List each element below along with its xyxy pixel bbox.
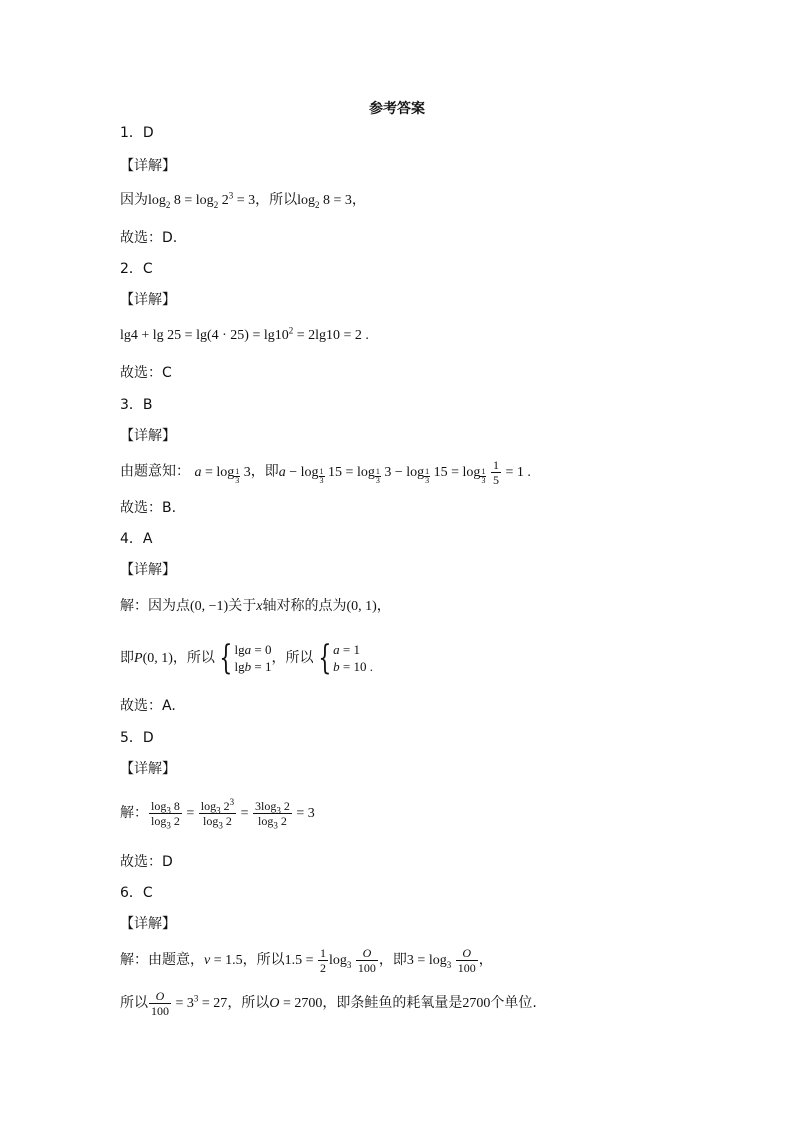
- q1-formula-2: $\log_2 8 = 3$: [297, 193, 352, 210]
- q5-number: 5．D: [120, 730, 154, 746]
- q3-formula-1: a = log $\frac{1}{3}$ 3: [194, 464, 251, 485]
- q4-brace-2: {: [317, 638, 331, 678]
- q4-detail-label: 【详解】: [120, 562, 176, 578]
- q5-solution: 解： $\frac{\log_3 8}{\log_3 2}$ = $\frac{\log_3 2^3}{\log_3 2}$ = $\frac{3\log_3 2}{\log_3 2}$ = 3: [120, 796, 315, 830]
- page-title: 参考答案: [369, 101, 425, 117]
- q4-point-2: (0, 1): [346, 599, 377, 614]
- q3-number: 3．B: [120, 397, 153, 413]
- q5-frac-3: $\frac{3\log_3 2}{\log_3 2}$: [255, 798, 290, 830]
- q6-line1-pre: 解：由题意，: [120, 952, 204, 968]
- q3-solution: [120, 458, 531, 487]
- q6-line-1: [120, 940, 493, 981]
- q1-choice: 故选：D.: [120, 230, 178, 246]
- q4-line-2: [120, 638, 373, 679]
- q1-detail-label: 【详解】: [120, 158, 176, 174]
- q2-detail-label: 【详解】: [120, 292, 176, 308]
- q5-detail-label: 【详解】: [120, 761, 176, 777]
- q4-choice: 故选：A.: [120, 698, 176, 714]
- q4-point-1: (0, −1): [190, 599, 229, 614]
- q6-line2-end: ，即条鲑鱼的耗氧量是: [322, 995, 463, 1011]
- q6-detail-label: 【详解】: [120, 916, 176, 932]
- q6-line1-mid: ，所以: [242, 952, 285, 968]
- q3-text-mid: ，即: [250, 463, 279, 480]
- q1-text-pre: 因为: [120, 192, 148, 208]
- q4-number: 4．A: [120, 531, 153, 547]
- q1-text-end: ，: [351, 192, 366, 208]
- q6-speed: v = 1.5: [204, 953, 243, 968]
- q5-text-pre: 解：: [120, 805, 148, 821]
- q1-text-mid: ，所以: [255, 192, 298, 208]
- q4-system-1: lga = 0 lgb = 1: [234, 642, 272, 674]
- q6-formula-2: $3 = \log_3$ $\frac{O}{100}$: [406, 946, 476, 976]
- q2-choice: 故选：C: [120, 365, 172, 381]
- q4-point-p: P(0, 1): [134, 651, 173, 666]
- q4-line2-mid: ，所以: [172, 650, 215, 666]
- q4-line1-mid: 关于: [228, 598, 257, 614]
- q3-text-pre: 由题意知：: [120, 463, 190, 480]
- q5-frac-2: $\frac{\log_3 2^3}{\log_3 2}$: [200, 796, 235, 830]
- q6-line2-value: 2700: [462, 996, 491, 1011]
- q4-line1-pre: 解：因为点: [120, 598, 190, 614]
- q4-axis-x: x: [256, 599, 263, 614]
- q3-detail-label: 【详解】: [120, 428, 176, 444]
- q6-formula-3: $\frac{O}{100}$ = $3^3 = 27$: [151, 989, 228, 1019]
- q6-formula-4: O = 2700: [269, 996, 323, 1011]
- q6-line2-unit: 个单位.: [490, 995, 537, 1011]
- q4-line2-pre: 即: [120, 650, 134, 666]
- q1-formula-1: $\log_2 8 = \log_2 2^3 = 3$: [148, 190, 256, 210]
- q6-line1-end: ，: [478, 952, 493, 968]
- q6-formula-1: 1.5 = $\frac{1}{2}$ $\log_3$ $\frac{O}{100}$: [284, 946, 376, 976]
- q1-solution: [120, 191, 366, 210]
- q4-line1-axis: 轴对称的点为: [262, 598, 347, 614]
- q4-line2-mid2: ，所以: [271, 650, 314, 666]
- q6-number: 6．C: [120, 885, 153, 901]
- q2-formula: $\lg 4 + \lg 25 = \lg(4 \cdot 25) = \lg 10^2 = 2\lg 10 = 2$ .: [120, 325, 369, 343]
- q4-line-1: [120, 597, 391, 616]
- q2-number: 2．C: [120, 261, 153, 277]
- q4-brace-1: {: [219, 638, 233, 678]
- q6-line2-mid: ，所以: [227, 995, 270, 1011]
- q5-choice: 故选：D: [120, 854, 173, 870]
- q6-line1-mid2: ，即: [378, 952, 407, 968]
- q4-system-2: a = 1 b = 10 .: [333, 642, 373, 674]
- q3-formula-2: a − log $\frac{1}{3}$ 15 = log $\frac{1}{3}$ 3 − log $\frac{1}{3}$ 15 = log $\frac{1}{3}$ $\frac{1}{5}$ = 1 .: [278, 458, 531, 487]
- q4-line1-end: ，: [376, 598, 391, 614]
- q1-number: 1．D: [120, 125, 154, 141]
- q3-choice: 故选：B.: [120, 500, 177, 516]
- q6-line2-pre: 所以: [120, 995, 148, 1011]
- q6-line-2: [120, 983, 537, 1024]
- q5-frac-1: $\frac{\log_3 8}{\log_3 2}$: [151, 798, 180, 830]
